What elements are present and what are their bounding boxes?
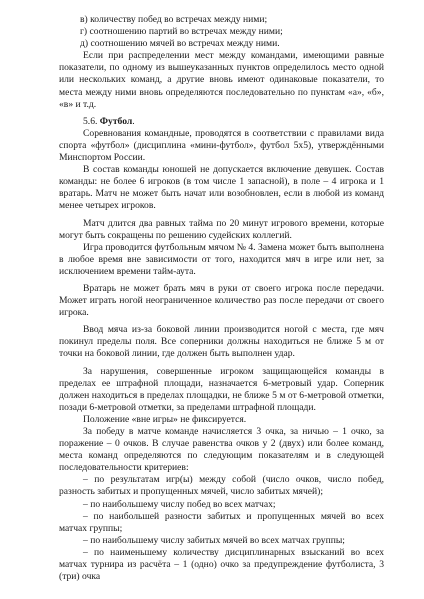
list-item-g: г) соотношению партий во встречах между ними; (80, 26, 283, 38)
section-title: Футбол (99, 115, 133, 127)
criteria-item: – по наибольшему числу забитых мячей во всех матчах группы; (83, 534, 345, 546)
criteria-item: – по наибольшей разности забитых и пропущенных мячей во всех матчах группы; (59, 510, 384, 534)
section-heading: 5.6. Футбол. (83, 115, 135, 127)
list-item-v: в) количеству побед во встречах между ними; (80, 14, 268, 25)
paragraph-offside: Положение «вне игры» не фиксируется. (83, 413, 247, 425)
paragraph-ball-substitution: Игра проводится футбольным мячом № 4. Замена может быть выполнена в любое время вне зависимости от того, находится мяч в игре или нет, за исключением времени тайм-аута. (59, 241, 384, 277)
paragraph-distribution: Если при распределении мест между командами, имеющими равные показатели, по одному из вышеуказанных пунктов определилось место одной или нескольких команд, а другие вновь имеют одинаковые показатели, то места между ними вновь определяются последовательно по пунктам «а», «б», «в» и т.д. (59, 50, 384, 110)
paragraph-rules-intro: Соревнования командные, проводятся в соответствии с правилами вида спорта «футбол» (дисциплина «мини-футбол», футбол 5х5), утверждёнными Минспортом России. (59, 127, 384, 164)
criteria-item: – по наибольшему числу побед во всех матчах; (83, 498, 276, 510)
paragraph-penalty: За нарушения, совершенные игроком защищающейся команды в пределах ее штрафной площади, назначается 6-метровый удар. Соперник должен находиться в пределах площадки, не ближе 5 м от 6-метровой отметки, позади 6-метровой отметки, за пределами штрафной площади. (59, 365, 384, 413)
criteria-item: – по результатам игр(ы) между собой (число очков, число побед, разность забитых и пропущенных мячей, число забитых мячей); (59, 474, 384, 498)
paragraph-goalkeeper: Вратарь не может брать мяч в руки от своего игрока после передачи. Может играть ногой неограниченное количество раз после передачи от своего игрока. (59, 282, 384, 319)
criteria-item: – по наименьшему количеству дисциплинарных взысканий во всех матчах турнира из расчёта – 1 (одно) очко за предупреждение футболиста, 3 (три) очка (59, 546, 384, 583)
paragraph-throw-in: Ввод мяча из-за боковой линии производится ногой с места, где мяч покинул пределы поля. Все соперники должны находиться не ближе 5 м от точки на боковой линии, где должен быть выполнен удар. (59, 324, 384, 360)
paragraph-scoring: За победу в матче команде начисляется 3 очка, за ничью – 1 очко, за поражение – 0 очков. В случае равенства очков у 2 (двух) или более команд, места команд определяются по следующим показателям и в следующей последовательности критериев: (59, 426, 384, 474)
section-number: 5.6. (83, 115, 98, 127)
paragraph-match-duration: Матч длится два равных тайма по 20 минут игрового времени, которые могут быть сокращены по решению судейских коллегий. (59, 217, 384, 241)
list-item-d: д) соотношению мячей во встречах между ними. (80, 38, 280, 50)
paragraph-team-composition: В состав команды юношей не допускается включение девушек. Состав команды: не более 6 игроков (в том числе 1 запасной), в поле – 4 игрока и 1 вратарь. Матч не может быть начат или возобновлен, если в любой из команд менее четырех игроков. (59, 164, 384, 212)
